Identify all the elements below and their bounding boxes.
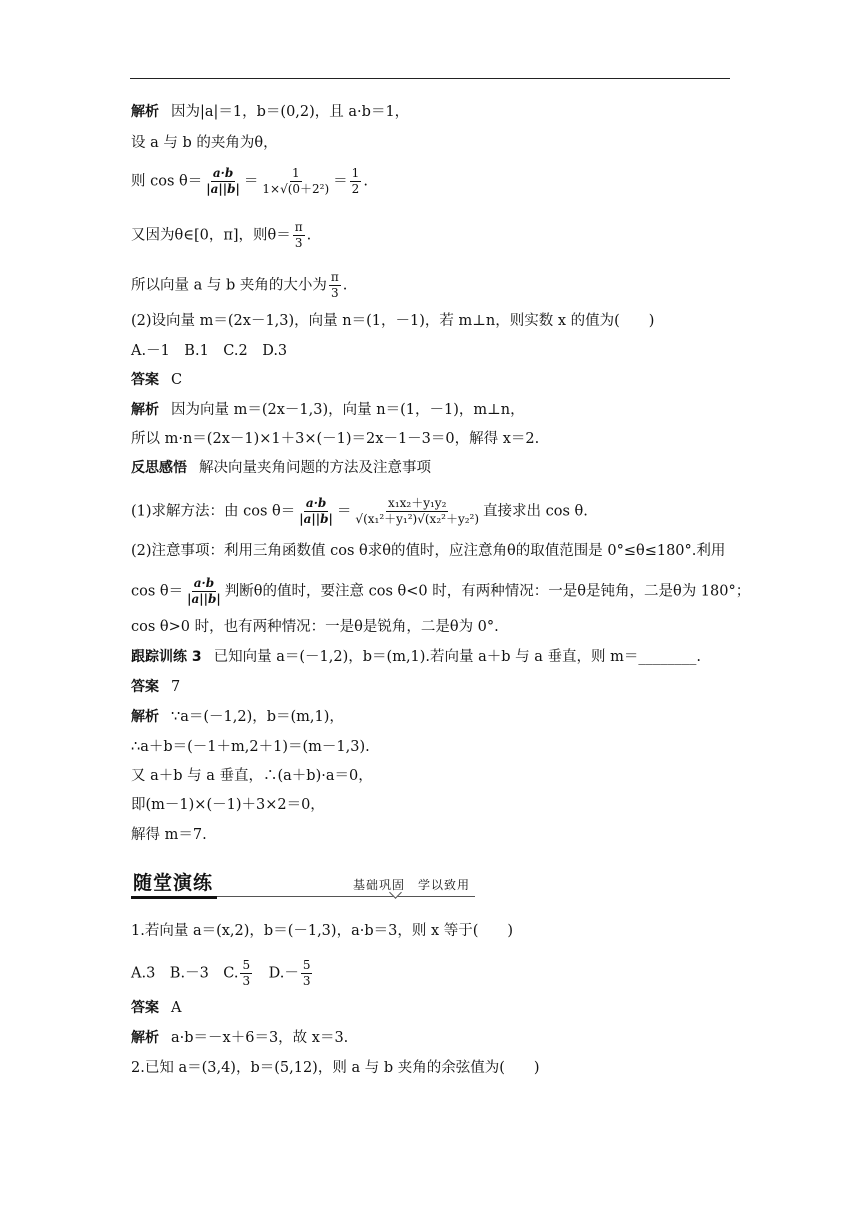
answer-line xyxy=(131,677,180,697)
numerator: 5 xyxy=(302,958,311,972)
formula-line: 又因为θ∈[0，π]，则θ＝ $\frac{\pi}{3}$ . xyxy=(131,220,312,250)
numerator: 1 xyxy=(351,166,360,180)
fraction xyxy=(353,496,481,527)
denominator: 1×√(0＋2²) xyxy=(262,182,330,196)
numerator: a·b xyxy=(212,166,234,180)
section-title: 随堂演练 xyxy=(133,872,214,894)
answer-line xyxy=(131,370,182,390)
answer-line xyxy=(131,998,181,1018)
denominator: 3 xyxy=(294,236,303,250)
numerator: 5 xyxy=(242,958,251,972)
numerator: x₁x₂＋y₁y₂ xyxy=(388,496,447,510)
denominator: |a||b| xyxy=(187,592,221,606)
section-header xyxy=(131,866,476,900)
numerator: a·b xyxy=(193,576,215,590)
text-line: cos θ>0 时，也有两种情况：一是θ是锐角，二是θ为 0°. xyxy=(131,619,499,635)
solution-line xyxy=(131,1028,348,1048)
denominator: √(x₁²＋y₁²)√(x₂²＋y₂²) xyxy=(355,512,480,526)
text: cos θ＝ xyxy=(131,583,184,600)
section-rule xyxy=(217,896,475,897)
options-line: A.－1 B.1 C.2 D.3 xyxy=(131,343,288,359)
text: 判断θ的值时，要注意 cos θ<0 时，有两种情况：一是θ是钝角，二是θ为 180°； xyxy=(224,583,751,600)
text: 所以向量 a 与 b 夹角的大小为 xyxy=(131,277,327,294)
options-line xyxy=(131,958,314,989)
section-bar xyxy=(131,896,217,899)
text-line: 又 a＋b 与 a 垂直，∴(a＋b)·a＝0， xyxy=(131,768,373,784)
header-rule xyxy=(130,78,730,79)
fraction xyxy=(293,220,305,251)
text: D.－ xyxy=(254,965,299,982)
numerator: 1 xyxy=(291,166,300,180)
label-jiexi: 解析 xyxy=(131,104,159,120)
answer: A xyxy=(171,1000,182,1016)
text-line: 即(m－1)×(－1)＋3×2＝0， xyxy=(131,797,325,813)
text: 又因为θ∈[0，π]，则θ＝ xyxy=(131,227,291,244)
numerator: a·b xyxy=(305,496,327,510)
formula-line: 则 cos θ＝ $\frac{a\cdot b}{|a||b|}$ ＝ $\frac{1}{\text{1×√(0＋2²)}}$ ＝ $\frac{1}{2}$ . xyxy=(131,166,368,196)
text-line: (2)注意事项：利用三角函数值 cos θ求θ的值时，应注意角θ的取值范围是 0°≤θ≤180°.利用 xyxy=(131,543,726,559)
question-line: (2)设向量 m＝(2x－1,3)，向量 n＝(1，－1)，若 m⊥n，则实数 x 的值为( ) xyxy=(131,313,655,329)
text: 解决向量夹角问题的方法及注意事项 xyxy=(199,460,431,476)
formula-line xyxy=(131,576,750,607)
answer: 7 xyxy=(171,679,181,695)
solution-line xyxy=(131,400,525,420)
formula-line: (1)求解方法：由 cos θ＝ $\frac{a\cdot b}{|a||b|}$ ＝ $\frac{\text{x₁x₂＋y₁y₂}}{\text{√(x₁²＋y₁²)√(x₂²＋y₂²)}}$ 直接求出 cos θ. xyxy=(131,496,588,526)
label-jiexi: 解析 xyxy=(131,402,159,418)
text: A.3 B.－3 C. xyxy=(131,965,239,982)
fraction xyxy=(329,270,341,301)
denominator: 3 xyxy=(331,286,339,300)
formula-line: 所以向量 a 与 b 夹角的大小为 $\frac{\pi}{3}$ . xyxy=(131,270,348,300)
fraction xyxy=(185,576,223,607)
exercise-line xyxy=(131,647,701,667)
text: 因为向量 m＝(2x－1,3)，向量 n＝(1，－1)，m⊥n， xyxy=(171,402,525,418)
fraction xyxy=(350,166,362,197)
section-subtitle: 基础巩固 学以致用 xyxy=(353,878,471,892)
fraction xyxy=(260,166,331,197)
fraction xyxy=(301,958,313,989)
denominator: 3 xyxy=(302,974,311,988)
label-fansi: 反思感悟 xyxy=(131,460,187,476)
numerator: π xyxy=(294,220,303,234)
label-daan: 答案 xyxy=(131,679,159,695)
question-line: 1.若向量 a＝(x,2)，b＝(－1,3)，a·b＝3，则 x 等于( ) xyxy=(131,923,514,939)
label-daan: 答案 xyxy=(131,1000,159,1016)
text-line: 设 a 与 b 的夹角为θ， xyxy=(131,135,278,151)
fraction xyxy=(240,958,252,989)
denominator: 2 xyxy=(351,182,360,196)
reflection-heading xyxy=(131,458,431,478)
text: a·b＝－x＋6＝3，故 x＝3. xyxy=(171,1030,349,1046)
denominator: |a||b| xyxy=(206,182,240,196)
text-line: 解得 m＝7. xyxy=(131,827,207,843)
label-jiexi: 解析 xyxy=(131,1030,159,1046)
text: 直接求出 cos θ. xyxy=(483,503,588,520)
fraction xyxy=(297,496,335,527)
question-line: 2.已知 a＝(3,4)，b＝(5,12)，则 a 与 b 夹角的余弦值为( ) xyxy=(131,1060,540,1076)
solution-line xyxy=(131,102,409,122)
denominator: |a||b| xyxy=(299,512,333,526)
text: 已知向量 a＝(－1,2)，b＝(m,1).若向量 a＋b 与 a 垂直，则 m＝________. xyxy=(213,649,702,665)
label-daan: 答案 xyxy=(131,372,159,388)
text: (1)求解方法：由 cos θ＝ xyxy=(131,503,296,520)
text: ∵a＝(－1,2)，b＝(m,1)， xyxy=(171,709,344,725)
solution-line xyxy=(131,707,344,727)
label-jiexi: 解析 xyxy=(131,709,159,725)
text: 则 cos θ＝ xyxy=(131,173,203,190)
answer: C xyxy=(171,372,183,388)
denominator: 3 xyxy=(242,974,251,988)
text: 因为|a|＝1，b＝(0,2)，且 a·b＝1， xyxy=(171,104,410,120)
fraction xyxy=(204,166,242,197)
text-line: ∴a＋b＝(－1＋m,2＋1)＝(m－1,3). xyxy=(131,739,370,755)
text-line: 所以 m·n＝(2x－1)×1＋3×(－1)＝2x－1－3＝0，解得 x＝2. xyxy=(131,431,540,447)
label-exercise: 跟踪训练 3 xyxy=(131,649,202,665)
numerator: π xyxy=(330,270,339,284)
